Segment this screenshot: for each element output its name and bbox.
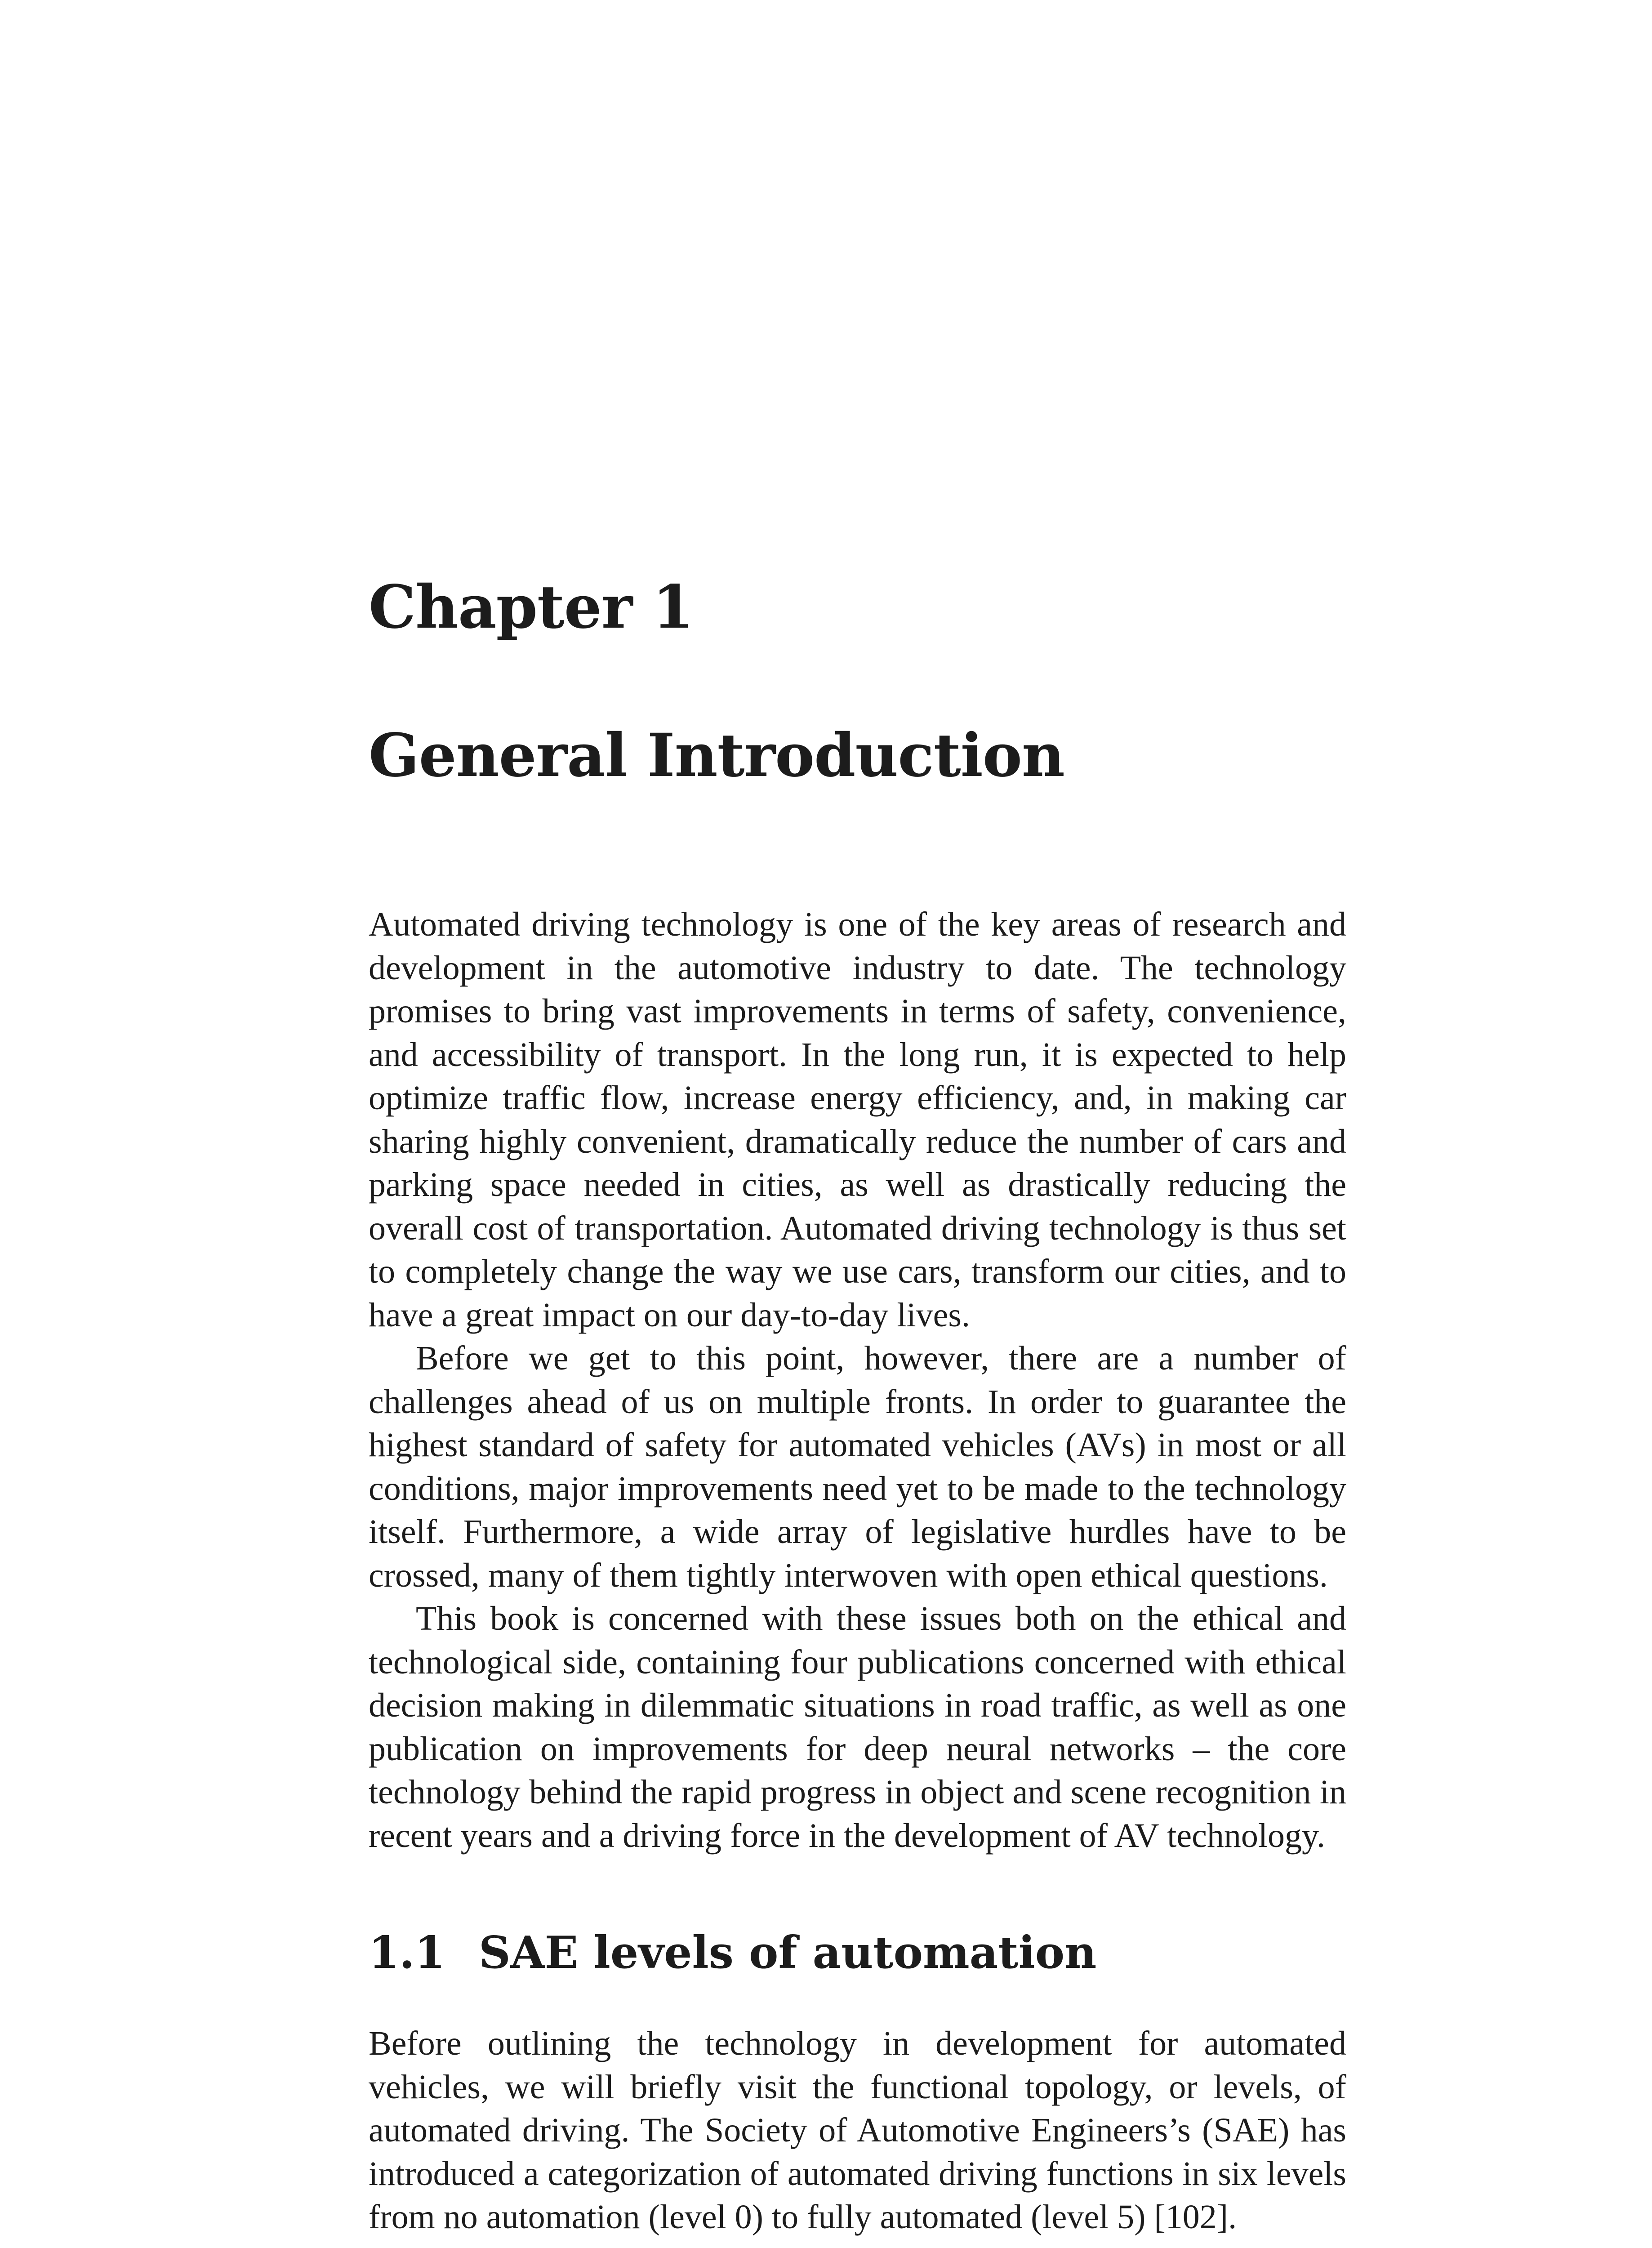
intro-paragraph: Automated driving technology is one of the key areas of research and development in the automotive industry to date. The technology promises to bring vast improvements in terms of safety, convenience, and accessibility of transport. In the long run, it is expected to help optimize traffic flow, increase energy efficiency, and, in making car sharing highly convenient, dramatically reduce the number of cars and parking space needed in cities, as well as drastically reducing the overall cost of transportation. Automated driving technology is thus set to completely change the way we use cars, transform our cities, and to have a great impact on our day-to-day lives. xyxy=(369,905,1346,1334)
chapter-label: Chapter 1 xyxy=(369,572,694,642)
intro-paragraph: Before we get to this point, however, there are a number of challenges ahead of us on multiple fronts. In order to guarantee the highest standard of safety for automated vehicles (AVs) in most or all conditions, major improvements need yet to be made to the technology itself. Furthermore, a wide array of legislative hurdles have to be crossed, many of them tightly interwoven with open ethical questions. xyxy=(369,1339,1346,1594)
intro-text xyxy=(369,903,1346,1857)
chapter-title: General Introduction xyxy=(369,721,1064,790)
section-number: 1.1 xyxy=(369,1927,445,1979)
section-title: SAE levels of automation xyxy=(479,1927,1097,1979)
intro-paragraph: This book is concerned with these issues both on the ethical and technological side, containing four publications concerned with ethical decision making in dilemmatic situations in road traffic, as well as one publication on improvements for deep neural networks – the core technology behind the rapid progress in object and scene recognition in recent years and a driving force in the development of AV technology. xyxy=(369,1600,1346,1855)
section-paragraph: Before outlining the technology in development for automated vehicles, we will briefly visit the functional topology, or levels, of automated driving. The Society of Automotive Engineers’s (SAE) has introduced a categorization of automated driving functions in six levels from no automation (level 0) to fully automated (level 5) [102]. xyxy=(369,2025,1346,2236)
section-text xyxy=(369,2022,1346,2239)
section-heading xyxy=(369,1927,1097,1979)
